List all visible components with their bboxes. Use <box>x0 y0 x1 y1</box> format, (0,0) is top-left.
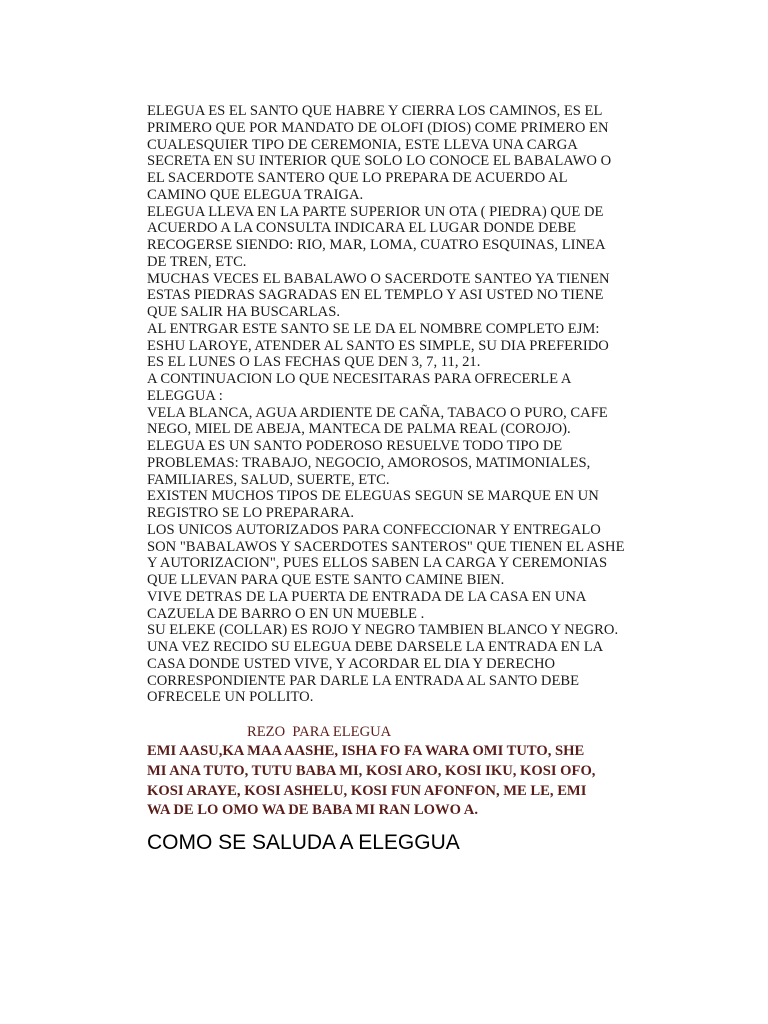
body-line: CUALESQUIER TIPO DE CEREMONIA, ESTE LLEVA UNA CARGA <box>147 136 578 153</box>
body-line: CAZUELA DE BARRO O EN UN MUEBLE . <box>147 605 425 622</box>
body-line: ELEGUA LLEVA EN LA PARTE SUPERIOR UN OTA ( PIEDRA) QUE DE <box>147 203 604 220</box>
body-line: UNA VEZ RECIDO SU ELEGUA DEBE DARSELE LA ENTRADA EN LA <box>147 639 604 655</box>
body-line: ES EL LUNES O LAS FECHAS QUE DEN 3, 7, 11, 21. <box>147 354 481 371</box>
body-line: CORRESPONDIENTE PAR DARLE LA ENTRADA AL SANTO DEBE <box>147 672 580 689</box>
body-line: DE TREN, ETC. <box>147 253 247 270</box>
body-line: SU ELEKE (COLLAR) ES ROJO Y NEGRO TAMBIEN BLANCO Y NEGRO. <box>147 622 619 639</box>
body-line: ELEGGUA : <box>147 387 223 404</box>
body-line: RECOGERSE SIENDO: RIO, MAR, LOMA, CUATRO ESQUINAS, LINEA <box>147 237 606 253</box>
body-line: SECRETA EN SU INTERIOR QUE SOLO LO CONOCE EL BABALAWO O <box>147 153 612 170</box>
prayer-line: KOSI ARAYE, KOSI ASHELU, KOSI FUN AFONFON, ME LE, EMI <box>147 782 587 799</box>
body-line: ELEGUA ES UN SANTO PODEROSO RESUELVE TODO TIPO DE <box>147 438 563 454</box>
body-line: QUE LLEVAN PARA QUE ESTE SANTO CAMINE BIEN. <box>147 572 505 588</box>
body-line: ACUERDO A LA CONSULTA INDICARA EL LUGAR DONDE DEBE <box>147 220 577 237</box>
body-line: CASA DONDE USTED VIVE, Y ACORDAR EL DIA Y DERECHO <box>147 655 556 672</box>
prayer-line: MI ANA TUTO, TUTU BABA MI, KOSI ARO, KOSI IKU, KOSI OFO, <box>147 762 596 779</box>
prayer-text <box>147 742 667 821</box>
body-line: PRIMERO QUE POR MANDATO DE OLOFI (DIOS) COME PRIMERO EN <box>147 119 609 136</box>
body-line: OFRECELE UN POLLITO. <box>147 689 314 706</box>
body-line: ESHU LAROYE, ATENDER AL SANTO ES SIMPLE, SU DIA PREFERIDO <box>147 337 609 354</box>
body-line: PROBLEMAS: TRABAJO, NEGOCIO, AMOROSOS, MATIMONIALES, <box>147 454 591 471</box>
body-line: MUCHAS VECES EL BABALAWO O SACERDOTE SANTEO YA TIENEN <box>147 270 610 287</box>
body-line: AL ENTRGAR ESTE SANTO SE LE DA EL NOMBRE COMPLETO EJM: <box>147 320 600 337</box>
body-line: VIVE DETRAS DE LA PUERTA DE ENTRADA DE LA CASA EN UNA <box>147 588 587 605</box>
body-line: A CONTINUACION LO QUE NECESITARAS PARA OFRECERLE A <box>147 371 572 387</box>
prayer-line: WA DE LO OMO WA DE BABA MI RAN LOWO A. <box>147 802 478 819</box>
prayer-heading: REZO PARA ELEGUA <box>247 724 392 740</box>
section-heading: COMO SE SALUDA A ELEGGUA <box>147 831 460 854</box>
body-line: REGISTRO SE LO PREPARARA. <box>147 505 355 521</box>
body-line: EXISTEN MUCHOS TIPOS DE ELEGUAS SEGUN SE MARQUE EN UN <box>147 488 599 505</box>
prayer-line: EMI AASU,KA MAA AASHE, ISHA FO FA WARA OMI TUTO, SHE <box>147 743 585 759</box>
body-line: FAMILIARES, SALUD, SUERTE, ETC. <box>147 471 390 488</box>
body-line: QUE SALIR HA BUSCARLAS. <box>147 304 340 320</box>
body-line: Y AUTORIZACION", PUES ELLOS SABEN LA CARGA Y CEREMONIAS <box>147 555 608 572</box>
body-line: VELA BLANCA, AGUA ARDIENTE DE CAÑA, TABACO O PURO, CAFE <box>147 404 608 421</box>
body-line: LOS UNICOS AUTORIZADOS PARA CONFECCIONAR Y ENTREGALO <box>147 521 601 538</box>
body-line: ESTAS PIEDRAS SAGRADAS EN EL TEMPLO Y ASI USTED NO TIENE <box>147 287 604 304</box>
body-line: ELEGUA ES EL SANTO QUE HABRE Y CIERRA LOS CAMINOS, ES EL <box>147 103 603 119</box>
body-line: NEGO, MIEL DE ABEJA, MANTECA DE PALMA REAL (COROJO). <box>147 421 571 438</box>
body-text <box>147 103 667 706</box>
body-line: EL SACERDOTE SANTERO QUE LO PREPARA DE ACUERDO AL <box>147 170 568 186</box>
body-line: CAMINO QUE ELEGUA TRAIGA. <box>147 186 364 203</box>
body-line: SON "BABALAWOS Y SACERDOTES SANTEROS" QUE TIENEN EL ASHE <box>147 538 625 555</box>
